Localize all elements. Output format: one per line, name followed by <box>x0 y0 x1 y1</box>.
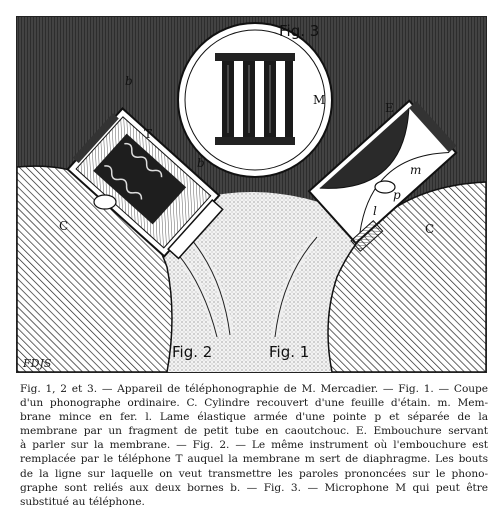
fig1-label: Fig. 1 <box>269 343 310 361</box>
fig3-label: Fig. 3 <box>279 22 320 40</box>
caption-line: de la ligne sur laquelle on veut transmettre les paroles prononcées sur le phono- <box>20 467 488 480</box>
caption-line: remplacée par le téléphone T auquel la membrane m sert de diaphragme. Les bouts <box>20 453 488 466</box>
letter-b-mid: b <box>197 156 205 170</box>
fig2-label: Fig. 2 <box>172 343 213 361</box>
letter-e: E <box>385 101 394 115</box>
letter-b-top: b <box>125 74 133 88</box>
figure-caption <box>20 382 488 509</box>
letter-t: T <box>144 127 153 141</box>
fig3-microphone <box>178 23 332 177</box>
caption-line: d'un phonographe ordinaire. C. Cylindre recouvert d'une feuille d'étain. m. Mem- <box>20 397 488 410</box>
caption-line: Fig. 1, 2 et 3. — Appareil de téléphonographie de M. Mercadier. — Fig. 1. — Coupe <box>20 383 488 395</box>
letter-l: l <box>373 204 377 218</box>
caption-line: à parler sur la membrane. — Fig. 2. — Le même instrument où l'embouchure est <box>20 439 488 452</box>
caption-line: graphe sont reliés aux deux bornes b. — Fig. 3. — Microphone M qui peut être <box>20 481 488 494</box>
caption-line: membrane par un fragment de petit tube en caoutchouc. E. Embouchure servant <box>20 425 488 438</box>
caption-line: substitué au téléphone. <box>20 495 145 508</box>
engraver-signature: FDJS <box>23 357 52 370</box>
letter-m-microphone: M <box>313 93 326 107</box>
caption-line: brane mince en fer. l. Lame élastique armée d'une pointe p et séparée de la <box>20 411 488 424</box>
letter-p: p <box>393 188 401 202</box>
engraving-illustration <box>17 17 486 372</box>
engraving-figure <box>16 16 487 373</box>
letter-c-left: C <box>59 219 69 233</box>
letter-c-right: C <box>425 222 435 236</box>
letter-m: m <box>410 163 422 177</box>
